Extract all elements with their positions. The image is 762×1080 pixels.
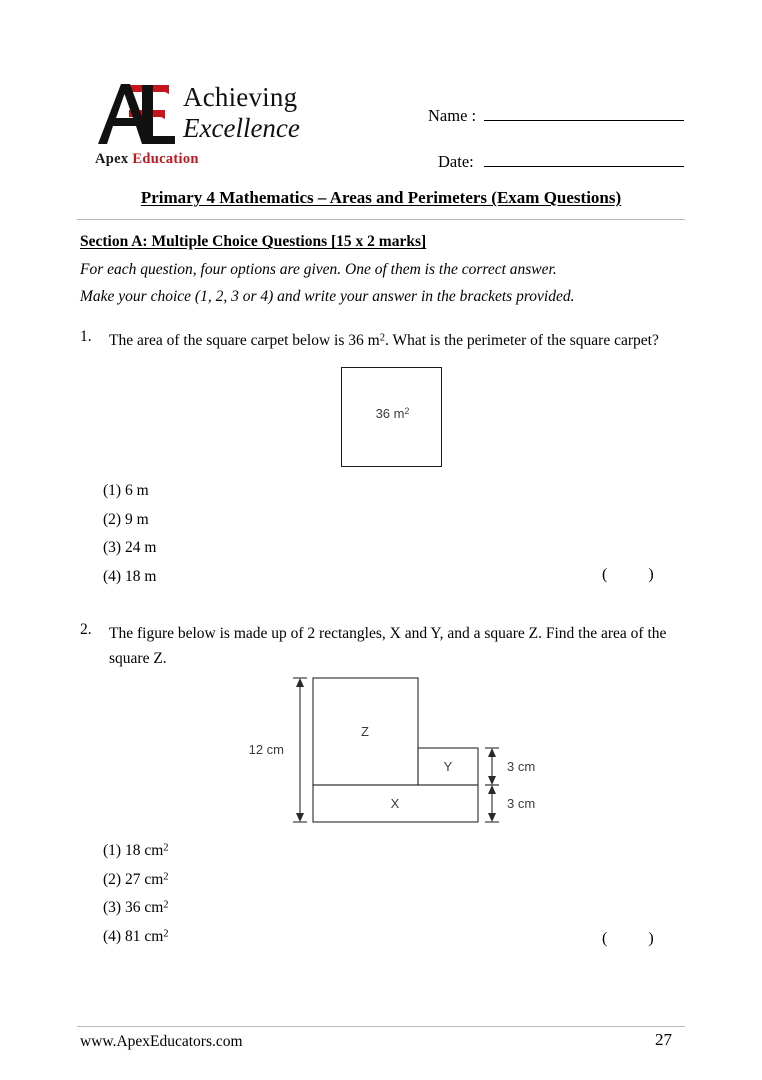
option-value: 6 m	[124, 482, 149, 499]
option-item[interactable]	[103, 569, 156, 585]
brand-tagline	[95, 151, 199, 168]
figure-compound-rectangles	[232, 672, 552, 832]
option-value: 9 m	[124, 510, 149, 528]
option-item[interactable]	[103, 900, 169, 916]
option-marker: (4)	[103, 567, 122, 585]
option-marker: (3)	[103, 539, 122, 556]
question-1-text-part2: . What is the perimeter of the square carpet?	[384, 332, 659, 349]
option-item[interactable]	[103, 483, 156, 499]
figure-2-label-z: Z	[361, 724, 369, 739]
figure-2-dim-total-height: 12 cm	[248, 742, 284, 757]
figure-2-dim-y-height: 3 cm	[507, 759, 536, 774]
date-label: Date:	[438, 152, 474, 171]
tagline-education: Education	[132, 151, 199, 167]
option-value: 18 m	[124, 567, 157, 585]
brand-word-achieving: Achieving	[183, 82, 298, 112]
option-marker: (1)	[103, 842, 122, 859]
question-1-superscript: 2	[379, 332, 385, 344]
footer-page-number: 27	[655, 1030, 672, 1049]
question-2	[80, 621, 685, 671]
question-1-answer-bracket[interactable]: ( )	[602, 566, 655, 583]
page-header	[83, 78, 683, 178]
page-title: Primary 4 Mathematics – Areas and Perimeters (Exam Questions)	[140, 188, 622, 207]
figure-2-label-x: X	[390, 796, 400, 811]
option-item[interactable]	[103, 929, 169, 945]
question-1-text-part1: The area of the square carpet below is 36 m	[109, 332, 380, 349]
name-label: Name :	[428, 106, 477, 125]
question-1	[80, 328, 685, 353]
tagline-apex: Apex	[95, 151, 129, 167]
option-superscript: 2	[163, 842, 169, 854]
option-marker: (1)	[103, 482, 122, 499]
date-input[interactable]	[484, 166, 684, 167]
option-superscript: 2	[163, 871, 169, 883]
figure-1-area-label	[342, 406, 443, 421]
figure-1-area-value: 36 m	[375, 406, 405, 421]
brand-logo	[95, 78, 335, 173]
option-value: 81 cm	[124, 927, 164, 945]
question-2-options	[103, 843, 169, 957]
instruction-line-2: Make your choice (1, 2, 3 or 4) and write your answer in the brackets provided.	[80, 288, 575, 305]
name-field-row	[428, 106, 684, 126]
figure-square-carpet	[341, 367, 442, 467]
option-marker: (2)	[103, 510, 122, 528]
brand-wordmark	[183, 84, 300, 142]
figure-2-label-y: Y	[443, 759, 453, 774]
instruction-line-1: For each question, four options are given. One of them is the correct answer.	[80, 261, 557, 278]
question-1-number: 1.	[80, 328, 92, 345]
option-value: 24 m	[124, 539, 157, 556]
option-marker: (2)	[103, 870, 122, 888]
question-1-options	[103, 483, 156, 597]
question-1-text	[109, 328, 685, 353]
name-input[interactable]	[484, 120, 684, 121]
footer-website: www.ApexEducators.com	[80, 1033, 243, 1050]
option-superscript: 2	[163, 899, 169, 911]
option-item[interactable]	[103, 540, 156, 556]
option-item[interactable]	[103, 512, 156, 528]
date-field-row	[438, 152, 684, 172]
option-value: 27 cm	[124, 870, 164, 888]
footer-divider	[77, 1026, 685, 1027]
figure-1-area-superscript: 2	[404, 406, 410, 417]
question-2-number: 2.	[80, 621, 92, 638]
brand-word-excellence: Excellence	[183, 113, 300, 143]
option-marker: (3)	[103, 899, 122, 916]
ae-monogram-icon	[95, 80, 177, 148]
figure-2-dim-x-height: 3 cm	[507, 796, 536, 811]
option-value: 18 cm	[124, 842, 164, 859]
question-2-text: The figure below is made up of 2 rectangles, X and Y, and a square Z. Find the area of the square Z.	[109, 625, 667, 668]
option-item[interactable]	[103, 872, 169, 888]
option-superscript: 2	[163, 928, 169, 940]
option-marker: (4)	[103, 927, 122, 945]
option-item[interactable]	[103, 843, 169, 859]
option-value: 36 cm	[124, 899, 164, 916]
question-2-answer-bracket[interactable]: ( )	[602, 930, 655, 947]
section-a-heading: Section A: Multiple Choice Questions [15 x 2 marks]	[80, 233, 427, 250]
header-divider	[77, 219, 685, 220]
